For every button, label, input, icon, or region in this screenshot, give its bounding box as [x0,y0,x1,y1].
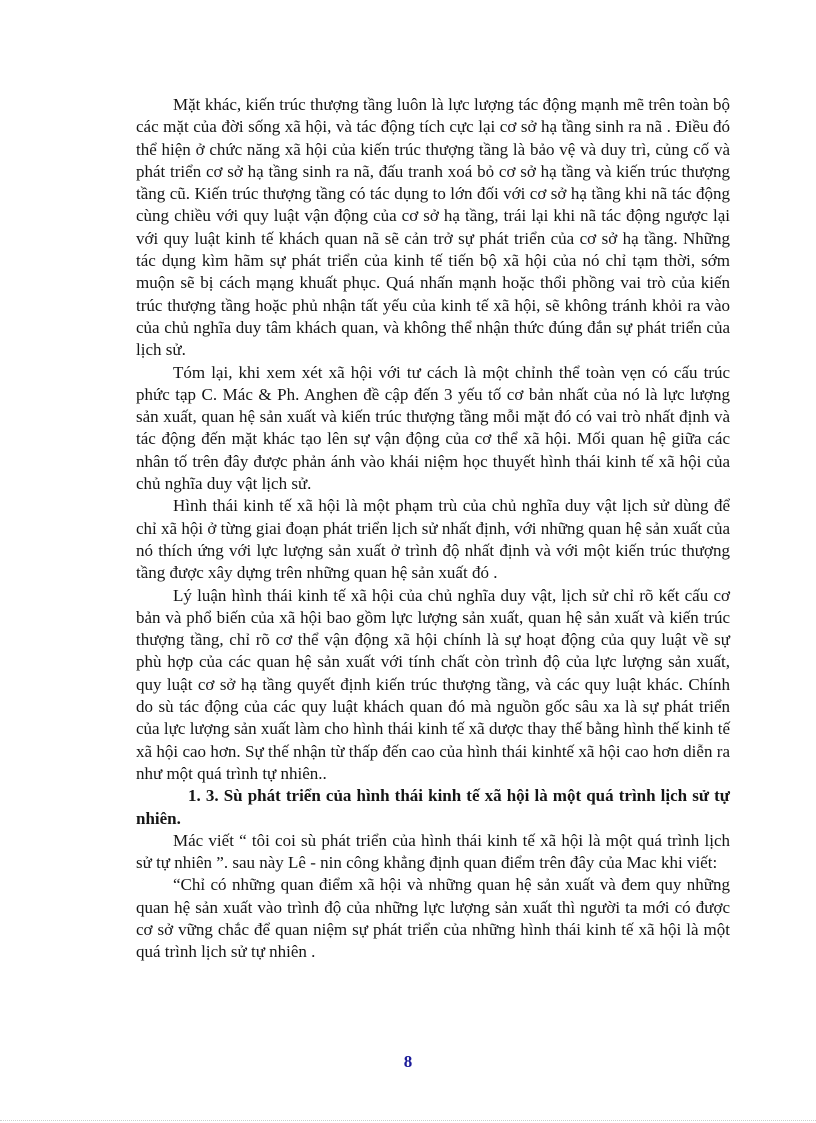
paragraph-summary: Tóm lại, khi xem xét xã hội với tư cách là một chỉnh thể toàn vẹn có cấu trúc phức tạp C. Mác & Ph. Anghen đề cập đến 3 yếu tố cơ bản nhất của nó là lực lượng sản xuất, quan hệ sản xuất và kiến trúc thượng tầng mỗi mặt đó có vai trò nhất định và tác động đến mặt khác tạo lên sự vận động của cơ thể xã hội. Mối quan hệ giữa các nhân tố trên đây được phản ánh vào khái niệm học thuyết hình thái kinh tế xã hội của chủ nghĩa duy vật lịch sử. [136,362,730,494]
paragraph-superstructure: Mặt khác, kiến trúc thượng tầng luôn là lực lượng tác động mạnh mẽ trên toàn bộ các mặt của đời sống xã hội, và tác động tích cực lại cơ sở hạ tầng sinh ra nã . Điều đó thể hiện ở chức năng xã hội của kiến trúc thượng tầng là bảo vệ và duy trì, củng cố và phát triển cơ sở hạ tầng sinh ra nã, đấu tranh xoá bỏ cơ sở hạ tầng và kiến trúc thượng tầng cũ. Kiến trúc thượng tầng có tác dụng to lớn đối với cơ sở hạ tầng khi nã tác động cùng chiều với quy luật vận động của cơ sở hạ tầng, trái lại khi nã tác động ngược lại với quy luật kinh tế khách quan nã sẽ cản trở sự phát triển của cơ sở hạ tầng. Những tác dụng kìm hãm sự phát triển của kinh tế tiến bộ xã hội của nó chỉ tạm thời, sớm muộn sẽ bị cách mạng khuất phục. Quá nhấn mạnh hoặc thổi phồng vai trò của kiến trúc thượng tầng hoặc phủ nhận tất yếu của kinh tế xã hội, sẽ không tránh khỏi ra vào của chủ nghĩa duy tâm khách quan, và không thể nhận thức đúng đắn sự phát triển của lịch sử. [136,95,730,360]
page-number: 8 [403,1052,413,1071]
paragraph-theory: Lý luận hình thái kinh tế xã hội của chủ nghĩa duy vật, lịch sử chỉ rõ kết cấu cơ bản và phổ biến của xã hội bao gồm lực lượng sản xuất, quan hệ sản xuất và kiến trúc thượng tầng, chỉ rõ cơ thể vận động xã hội chính là sự hoạt động của quy luật về sự phù hợp của các quan hệ sản xuất với tính chất còn trình độ của lực lượng sản xuất, quy luật cơ sở hạ tầng quyết định kiến trúc thượng tầng, và các quy luật khác. Chính do sù tác động của các quy luật khách quan đó mà nguồn gốc sâu xa là sự phát triển của lực lượng sản xuất làm cho hình thái kinh tế xã dược thay thế bằng hình thế kinh tế xã hội cao hơn. Sự thế nhận từ thấp đến cao của hình thái kinhtế xã hội cao hơn diễn ra như một quá trình tự nhiên.. [136,585,730,783]
paragraph-definition: Hình thái kinh tế xã hội là một phạm trù của chủ nghĩa duy vật lịch sử dùng để chỉ xã hội ở từng giai đoạn phát triển lịch sử nhất định, với những quan hệ sản xuất của nó thích ứng với lực lượng sản xuất ở trình độ nhất định và với một kiến trúc thượng tầng được xây dựng trên những quan hệ sản xuất đó . [136,496,730,583]
section-heading: 1. 3. Sù phát triển của hình thái kinh tế xã hội là một quá trình lịch sử tự nhiên. [136,786,730,828]
paragraph-lenin-quote: “Chỉ có những quan điểm xã hội và những quan hệ sản xuất và đem quy những quan hệ sản xuất vào trình độ của những lực lượng sản xuất thì người ta mới có được cơ sở vững chắc để quan niệm sự phát triển của những hình thái kinh tế xã hội là một quá trình lịch sử tự nhiên . [136,875,730,962]
paragraph-marx-quote-intro: Mác viết “ tôi coi sù phát triển của hình thái kinh tế xã hội là một quá trình lịch sử tự nhiên ”. sau này Lê - nin công khẳng định quan điểm trên đây của Mac khi viết: [136,830,730,873]
document-page [136,94,730,964]
page-bottom-divider [0,1120,816,1121]
